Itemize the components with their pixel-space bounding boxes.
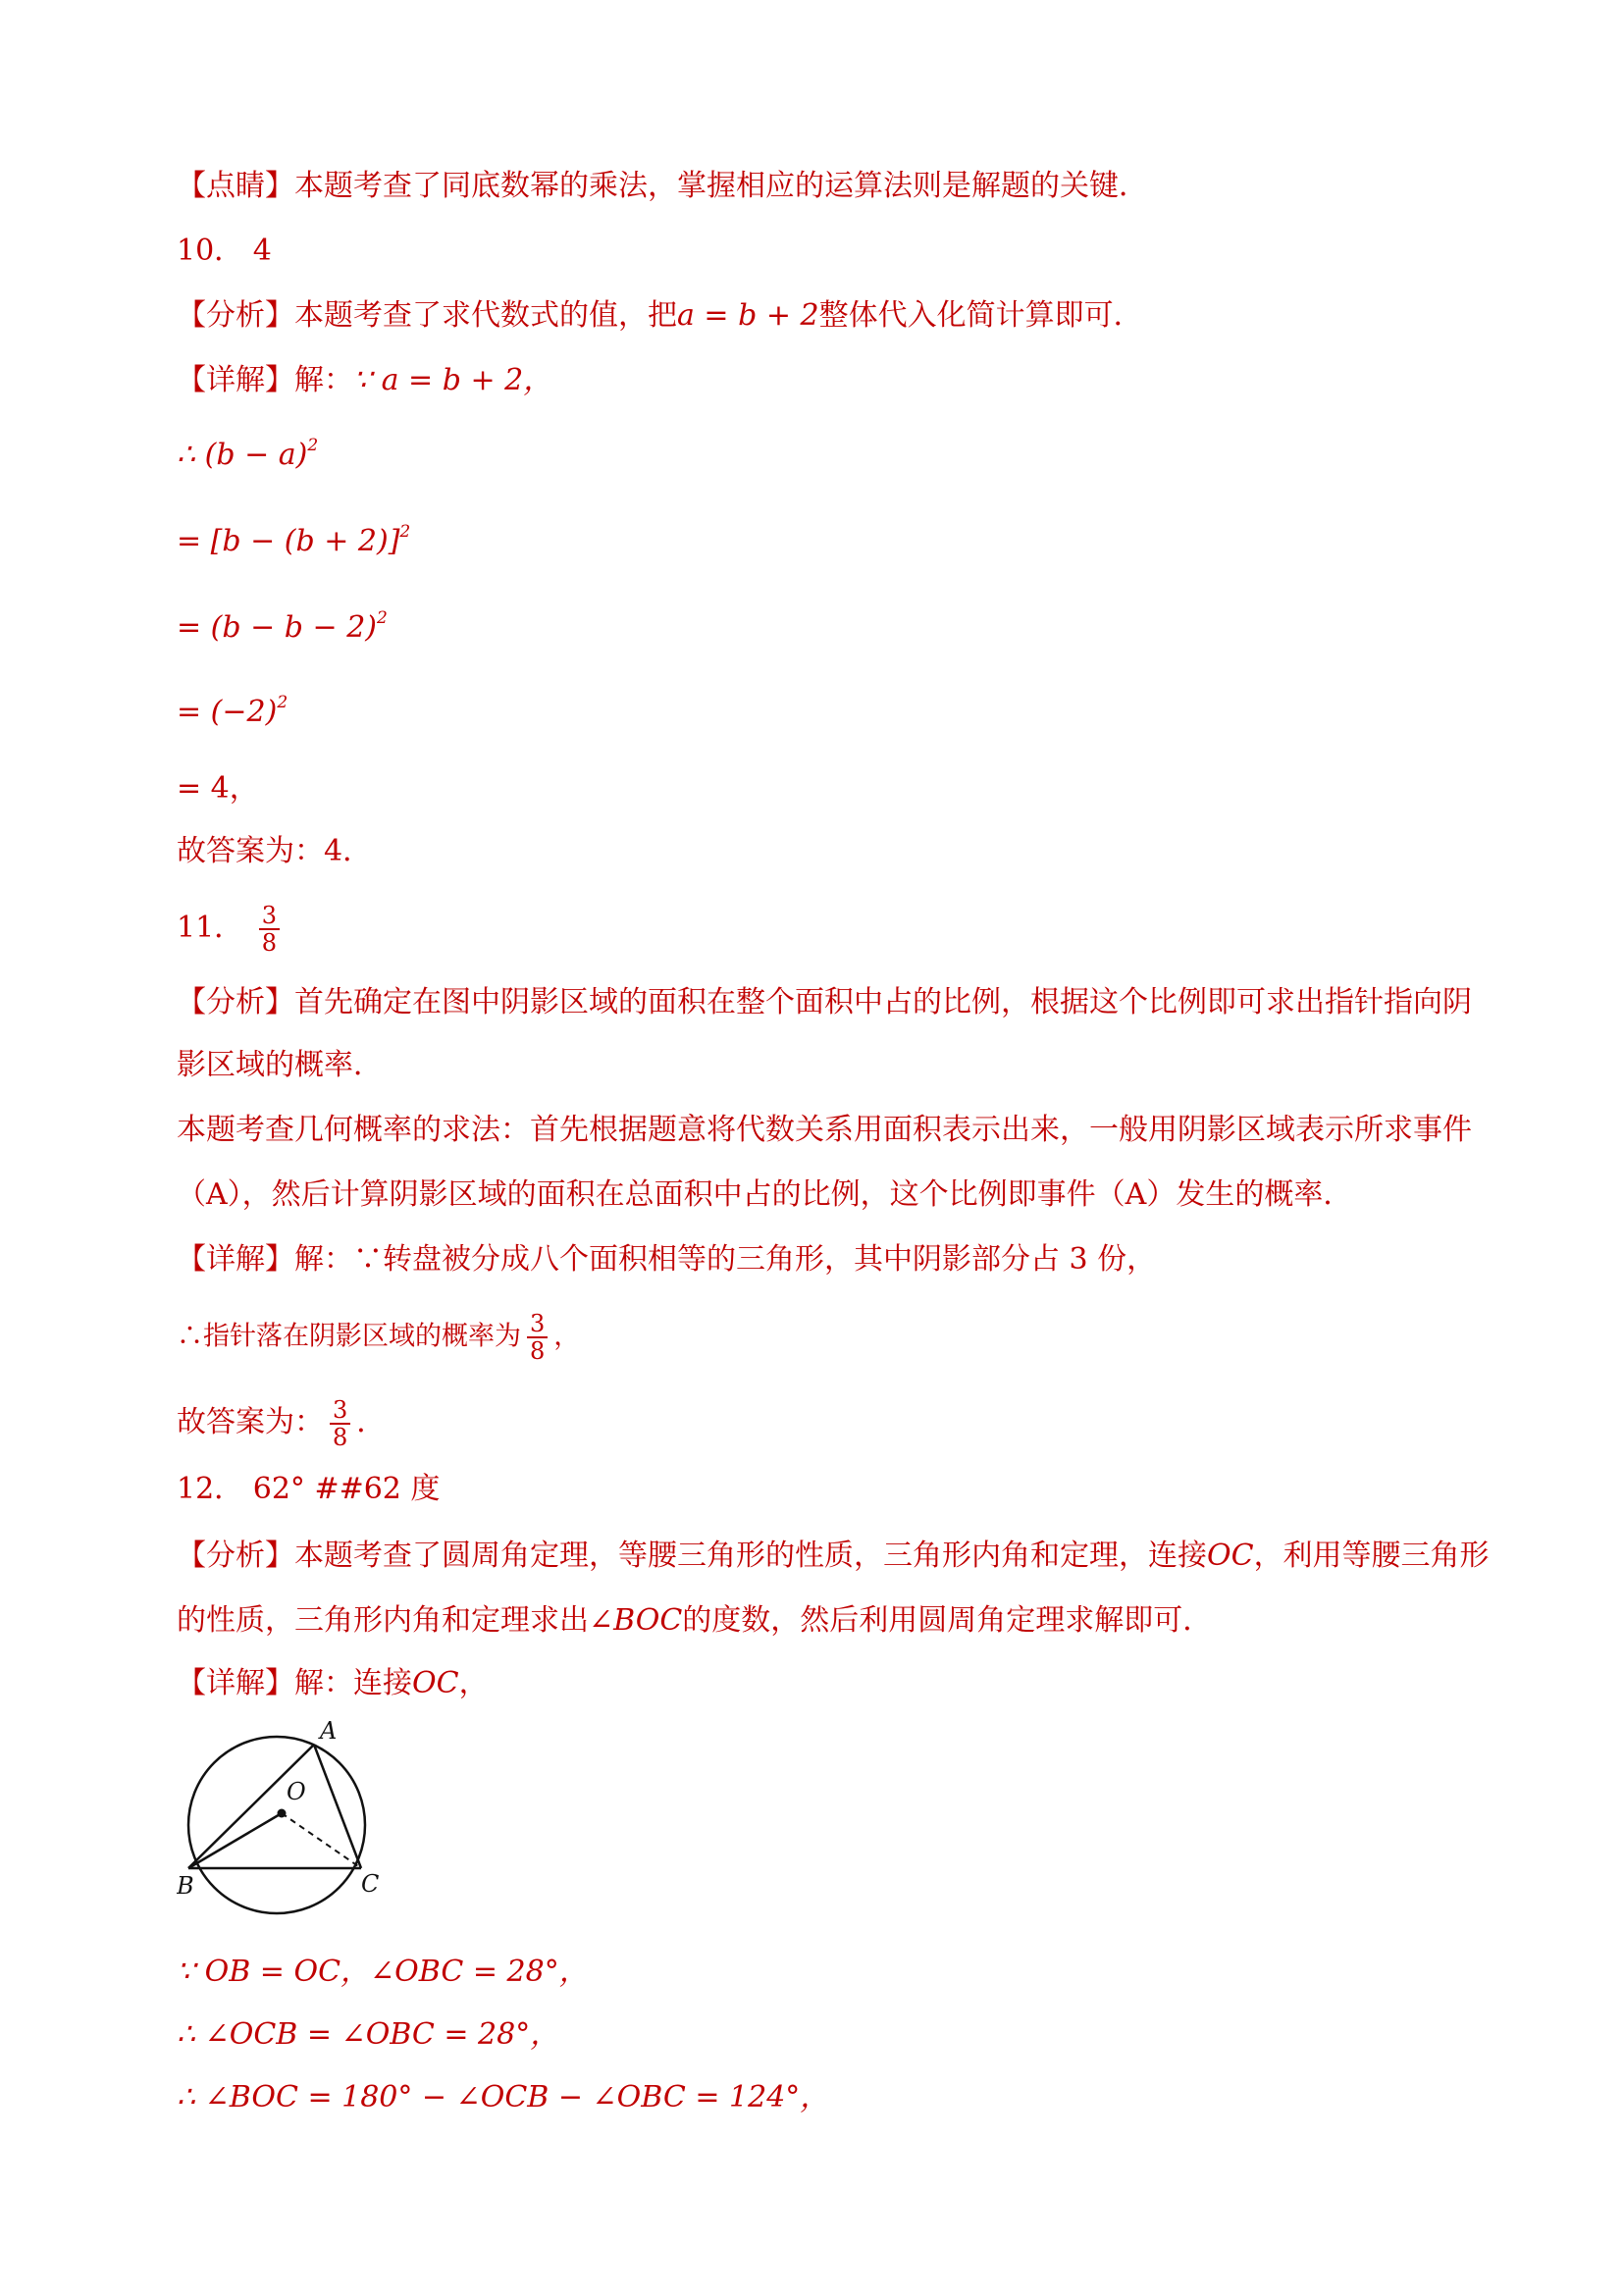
- segment-ac: [314, 1745, 361, 1868]
- step-4: = $(-2)^2$: [177, 693, 288, 729]
- tag-xiangjie: 【详解】: [177, 1666, 294, 1700]
- step-12-3: ∴ ∠BOC = 180° − ∠OCB − ∠OBC = 124°，: [177, 2080, 830, 2114]
- method-line-2: （A），然后计算阴影区域的面积在总面积中占的比例，这个比例即事件（A）发生的概率．: [177, 1177, 1353, 1212]
- probability-line: ∴指针落在阴影区域的概率为 $\frac{3}{8}$ ，: [177, 1310, 581, 1365]
- center-point: [278, 1809, 287, 1818]
- detail-line-11: 【详解】解：∵转盘被分成八个面积相等的三角形，其中阴影部分占 3 份，: [177, 1242, 1157, 1277]
- fraction: $\frac{3}{8}$: [330, 1397, 350, 1450]
- answer-line-11: 故答案为： $\frac{3}{8}$ ．: [177, 1396, 387, 1451]
- analysis-line-10: 【分析】本题考查了求代数式的值，把a = b + 2整体代入化简计算即可．: [177, 298, 1143, 333]
- note-line-dianjing: 【点睛】本题考查了同底数幂的乘法，掌握相应的运算法则是解题的关键．: [177, 169, 1148, 203]
- label-a: A: [320, 1717, 338, 1745]
- label-b: B: [177, 1872, 194, 1900]
- detail-line-10: 【详解】解：∵ a = b + 2，: [177, 363, 553, 397]
- analysis-line-12: 【分析】本题考查了圆周角定理，等腰三角形的性质，三角形内角和定理，连接OC，利用等腰三角形: [177, 1539, 1490, 1573]
- step-12-2: ∴ ∠OCB = ∠OBC = 28°，: [177, 2017, 560, 2052]
- segment-ab: [188, 1745, 314, 1868]
- step-2: = $[b - (b + 2)]^2$: [177, 522, 411, 558]
- answer-line-10: 故答案为：4．: [177, 834, 373, 868]
- label-o: O: [287, 1778, 306, 1805]
- tag-fenxi: 【分析】: [177, 985, 294, 1019]
- tag-fenxi: 【分析】: [177, 298, 294, 333]
- segment-oc-dashed: [282, 1813, 361, 1868]
- fraction: $\frac{3}{8}$: [259, 903, 280, 956]
- circle-triangle-diagram: [177, 1717, 393, 1933]
- question-11-answer: 11． $\frac{3}{8}$: [177, 903, 286, 956]
- tag-fenxi: 【分析】: [177, 1539, 294, 1573]
- analysis-line-11: 【分析】首先确定在图中阴影区域的面积在整个面积中占的比例，根据这个比例即可求出指针指向阴: [177, 985, 1472, 1019]
- label-c: C: [361, 1870, 380, 1898]
- step-3: = $(b - b - 2)^2$: [177, 608, 388, 645]
- step-12-1: ∵ OB = OC，∠OBC = 28°，: [177, 1955, 589, 1989]
- method-line-1: 本题考查几何概率的求法：首先根据题意将代数关系用面积表示出来，一般用阴影区域表示所求事件: [177, 1113, 1472, 1147]
- analysis-line-12-cont: 的性质，三角形内角和定理求出∠BOC的度数，然后利用圆周角定理求解即可．: [177, 1603, 1213, 1638]
- fraction: $\frac{3}{8}$: [527, 1311, 548, 1364]
- step-5: = 4，: [177, 771, 259, 806]
- circle: [188, 1737, 365, 1913]
- detail-line-12: 【详解】解：连接OC，: [177, 1666, 489, 1700]
- tag-xiangjie: 【详解】: [177, 1242, 294, 1277]
- analysis-line-11-cont: 影区域的概率．: [177, 1048, 383, 1082]
- tag-dianjing: 【点睛】: [177, 169, 294, 203]
- step-1: ∴ $(b - a)^2$: [177, 436, 319, 472]
- tag-xiangjie: 【详解】: [177, 363, 294, 397]
- question-10-answer: 10． 4: [177, 234, 272, 268]
- question-12-answer: 12． 62° ##62 度: [177, 1472, 441, 1506]
